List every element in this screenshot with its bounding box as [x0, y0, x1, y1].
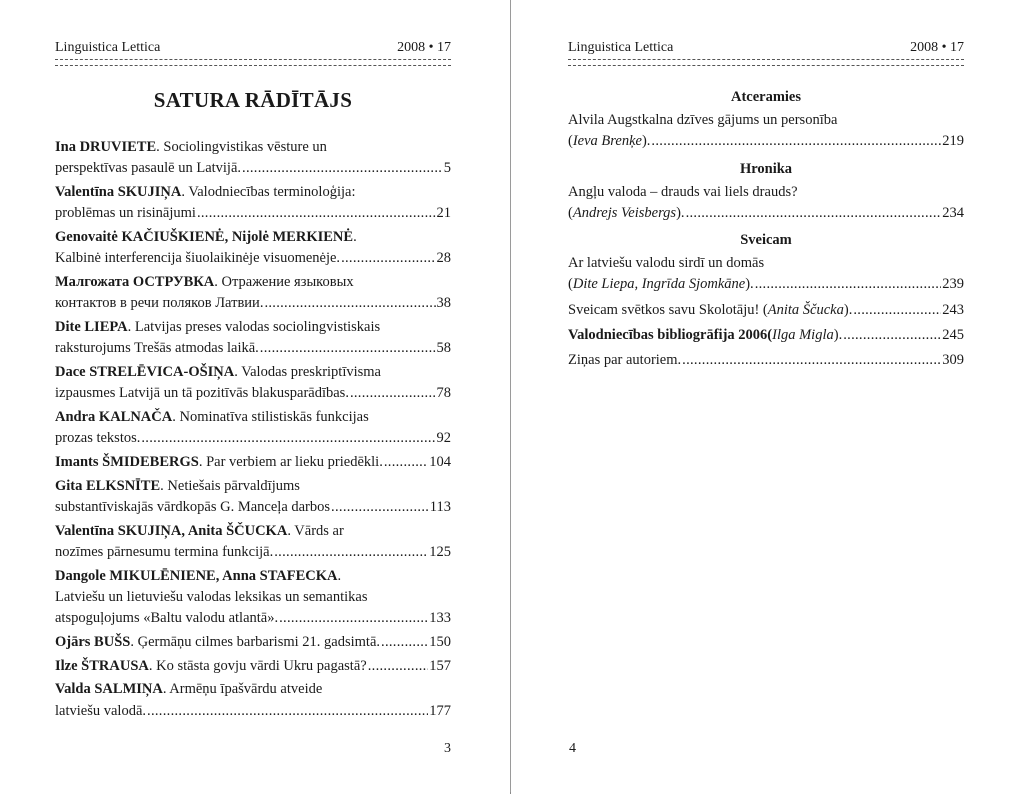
- entry-page: 234: [942, 204, 964, 221]
- entry-author: Imants ŠMIDEBERGS: [55, 453, 199, 470]
- entry-leader-line: [55, 632, 451, 653]
- paren-open: (: [767, 327, 773, 344]
- leader-dots: [350, 383, 436, 404]
- toc-entry: [568, 182, 964, 225]
- entry-title: . Valodas preskriptīvisma: [234, 363, 381, 380]
- entry-title: . Valodniecības terminoloģija:: [181, 183, 356, 200]
- entry-author: Dite LIEPA: [55, 318, 128, 335]
- toc-section: [568, 230, 964, 371]
- entry-leader-line: [55, 701, 451, 722]
- entry-page: 5: [443, 160, 451, 177]
- leader-dots: [242, 158, 443, 179]
- entry-line: [55, 227, 451, 248]
- toc-entry: [55, 452, 451, 473]
- entry-page: 92: [436, 430, 451, 447]
- entry-page: 245: [942, 327, 964, 344]
- leader-dots: [384, 452, 428, 473]
- entry-page: 177: [429, 702, 451, 719]
- entry-page: 150: [429, 633, 451, 650]
- entry-leader-line: [55, 203, 451, 224]
- entry-line: [55, 182, 451, 203]
- entry-author: Andra KALNAČA: [55, 408, 173, 425]
- entry-title-end: substantīviskajās vārdkopās G. Manceļa darbos: [55, 498, 331, 515]
- entry-line: [55, 272, 451, 293]
- entry-leader-line: [568, 131, 964, 152]
- entry-author: Gita ELKSNĪTE: [55, 477, 161, 494]
- entry-author: Ojārs BUŠS: [55, 633, 131, 650]
- entry-title: . Sociolingvistikas vēsture un: [156, 139, 327, 155]
- toc-entry: [55, 521, 451, 564]
- toc-section: [568, 159, 964, 225]
- entry-title: Sveicam svētkos savu Skolotāju! (: [568, 301, 768, 318]
- entry-author: Anita Ščucka: [767, 301, 844, 318]
- entry-title-end: perspektīvas pasaulē un Latvijā.: [55, 160, 242, 177]
- entry-leader-line: [55, 383, 451, 404]
- entry-leader-line: [568, 350, 964, 371]
- entry-title-end: Kalbinė interferencija šiuolaikinėje visuomenėje.: [55, 250, 341, 267]
- entry-author: Valentīna SKUJIŅA, Anita ŠČUCKA: [55, 522, 288, 539]
- leader-dots: [381, 632, 428, 653]
- entry-page: 38: [436, 295, 451, 312]
- paren-open: (: [568, 276, 573, 293]
- leader-dots: [197, 203, 436, 224]
- entry-leader-line: [568, 203, 964, 224]
- entry-title-end: контактов в речи поляков Латвии.: [55, 295, 264, 312]
- entry-author: Ina DRUVIETE: [55, 139, 157, 155]
- entry-title: . Armēņu īpašvārdu atveide: [162, 681, 323, 698]
- entry-author: Valentīna SKUJIŅA: [55, 183, 182, 200]
- entry-page: 133: [429, 610, 451, 627]
- entry-line: [55, 407, 451, 428]
- paren-close: ).: [676, 204, 685, 221]
- entry-title: . Отражение языковых: [214, 273, 354, 290]
- paren-close: ).: [843, 301, 853, 318]
- entry-page: 21: [436, 205, 451, 222]
- entry-title-end: . Ko stāsta govju vārdi Ukru pagastā?: [148, 657, 367, 674]
- entry-leader-line: [55, 608, 451, 629]
- entry-page: 309: [942, 352, 964, 369]
- leader-dots: [853, 300, 941, 321]
- toc-entry: [55, 137, 451, 180]
- entry-leader-line: [55, 248, 451, 269]
- entry-line: [55, 317, 451, 338]
- toc-entry: [55, 317, 451, 360]
- toc-entry: [55, 407, 451, 450]
- table-of-contents: [568, 87, 964, 378]
- entry-leader-line: [55, 452, 451, 473]
- entry-line: [55, 476, 451, 497]
- leader-dots: [279, 608, 428, 629]
- entry-author: Ilga Migla: [772, 327, 834, 344]
- entry-leader-line: [55, 293, 451, 314]
- entry-leader-line: [55, 497, 451, 518]
- entry-line: [55, 137, 451, 158]
- entry-leader-line: [55, 158, 451, 179]
- leader-dots: [755, 274, 942, 295]
- entry-page: 113: [429, 498, 451, 515]
- paren-close: ).: [833, 327, 843, 344]
- issue-number: 2008 • 17: [397, 40, 451, 55]
- entry-author: Andrejs Veisbergs: [572, 204, 677, 221]
- page-number: 4: [569, 741, 576, 756]
- entry-title-end: . Ģermāņu cilmes barbarismi 21. gadsimtā.: [130, 633, 381, 650]
- header-rule: [568, 59, 964, 66]
- toc-entry: [55, 272, 451, 315]
- entry-leader-line: [55, 656, 451, 677]
- leader-dots: [682, 350, 941, 371]
- toc-entry: [55, 656, 451, 677]
- entry-leader-line: [568, 274, 964, 295]
- entry-line: [55, 679, 451, 700]
- entry-author: Dite Liepa, Ingrīda Sjomkāne: [572, 276, 746, 293]
- leader-dots: [331, 497, 429, 518]
- paren-open: (: [568, 133, 573, 150]
- entry-title: . Latvijas preses valodas sociolingvistiskais: [127, 318, 381, 335]
- toc-entry: [55, 182, 451, 225]
- entry-title-end: problēmas un risinājumi: [55, 205, 196, 222]
- leader-dots: [843, 325, 941, 346]
- toc-entry: [568, 325, 964, 346]
- entry-title: Ziņas par autoriem.: [568, 352, 682, 369]
- entry-page: 78: [436, 385, 451, 402]
- section-heading: Sveicam: [740, 232, 792, 249]
- toc-entry: [55, 227, 451, 270]
- paren-close: ).: [641, 133, 651, 150]
- leader-dots: [651, 131, 941, 152]
- entry-title-end: izpausmes Latvijā un tā pozitīvās blakusparādības.: [55, 385, 349, 402]
- section-heading: Hronika: [739, 160, 793, 177]
- entry-title-end: latviešu valodā.: [55, 702, 147, 719]
- entry-title: . Vārds ar: [287, 522, 344, 539]
- leader-dots: [264, 293, 435, 314]
- entry-leader-line: [55, 542, 451, 563]
- paren-close: ).: [745, 276, 754, 293]
- leader-dots: [260, 338, 436, 359]
- entry-page: 219: [942, 133, 964, 150]
- page-number: 3: [444, 741, 451, 756]
- toc-entry: [568, 110, 964, 153]
- entry-page: 58: [436, 340, 451, 357]
- journal-name: Linguistica Lettica: [568, 40, 674, 55]
- entry-page: 125: [429, 543, 451, 560]
- left-page: [0, 0, 510, 794]
- toc-entry: [568, 300, 964, 321]
- section-heading: Atceramies: [730, 89, 802, 105]
- leader-dots: [686, 203, 942, 224]
- entry-author: Ilze ŠTRAUSA: [55, 657, 149, 674]
- entry-page: 157: [429, 657, 451, 674]
- table-of-contents: [55, 137, 451, 724]
- entry-title-end: . Par verbiem ar lieku priedēkli.: [198, 453, 383, 470]
- entry-leader-line: [55, 338, 451, 359]
- entry-title-end: prozas tekstos.: [55, 430, 141, 447]
- entry-title: .: [337, 567, 342, 584]
- entry-title: . Nominatīva stilistiskās funkcijas: [172, 408, 369, 425]
- entry-page: 28: [436, 250, 451, 267]
- leader-dots: [141, 428, 435, 449]
- toc-entry: [55, 566, 451, 630]
- entry-line: Ar latviešu valodu sirdī un domās: [568, 255, 765, 272]
- entry-title: .: [353, 228, 357, 245]
- entry-leader-line: [568, 300, 964, 321]
- entry-author: Малгожата ОСТРУВКА: [55, 273, 215, 290]
- entry-page: 104: [429, 453, 451, 470]
- header-rule: [55, 59, 451, 66]
- entry-author: Dace STRELĒVICA-OŠIŅA: [55, 363, 235, 380]
- entry-page: 243: [942, 301, 964, 318]
- entry-leader-line: [55, 428, 451, 449]
- entry-line: [55, 362, 451, 383]
- entry-author: Ieva Brenķe: [572, 133, 642, 150]
- entry-line: Alvila Augstkalna dzīves gājums un personība: [568, 112, 838, 128]
- issue-number: 2008 • 17: [910, 40, 964, 55]
- leader-dots: [341, 248, 435, 269]
- entry-line: [55, 521, 451, 542]
- toc-entry: [55, 632, 451, 653]
- entry-author: Dangole MIKULĒNIENE, Anna STAFECKA: [55, 567, 338, 584]
- toc-entry: [568, 253, 964, 296]
- toc-entry: [55, 476, 451, 519]
- entry-title-end: raksturojums Trešās atmodas laikā.: [55, 340, 259, 357]
- entry-title: . Netiešais pārvaldījums: [160, 477, 300, 494]
- journal-name: Linguistica Lettica: [55, 40, 161, 55]
- entry-leader-line: [568, 325, 964, 346]
- entry-line: Latviešu un lietuviešu valodas leksikas un semantikas: [55, 588, 368, 605]
- entry-author: Genovaitė KAČIUŠKIENĖ, Nijolė MERKIENĖ: [55, 228, 354, 245]
- toc-entry: [55, 679, 451, 722]
- entry-title-end: nozīmes pārnesumu termina funkcijā.: [55, 543, 274, 560]
- right-page: [511, 0, 1024, 794]
- leader-dots: [368, 656, 429, 677]
- toc-section: [568, 87, 964, 153]
- entry-title-end: atspoguļojums «Baltu valodu atlantā».: [55, 610, 279, 627]
- entry-line: Angļu valoda – drauds vai liels drauds?: [568, 183, 798, 200]
- entry-page: 239: [942, 276, 964, 293]
- leader-dots: [147, 701, 428, 722]
- toc-entry: [55, 362, 451, 405]
- entry-title: Valodniecības bibliogrāfija 2006: [568, 327, 768, 344]
- page-title: SATURA RĀDĪTĀJS: [153, 88, 353, 112]
- paren-open: (: [568, 204, 573, 221]
- leader-dots: [274, 542, 428, 563]
- entry-line: [55, 566, 451, 587]
- toc-entry: [568, 350, 964, 371]
- entry-author: Valda SALMIŅA: [55, 681, 163, 698]
